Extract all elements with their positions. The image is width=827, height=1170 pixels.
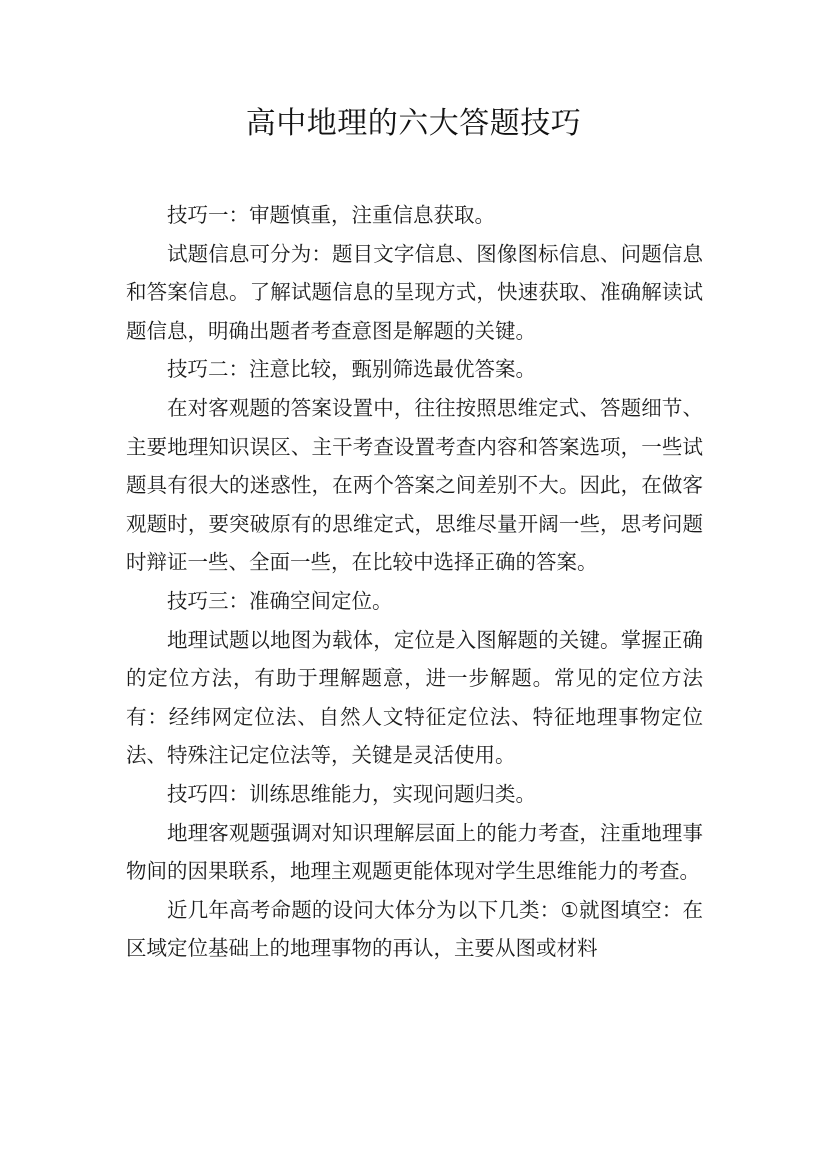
tip-2-text: 在对客观题的答案设置中，往往按照思维定式、答题细节、主要地理知识误区、主干考查设置考查内容和答案选项，一些试题具有很大的迷惑性，在两个答案之间差别不大。因此，在做客观题时，要突破原有的思维定式，思维尽量开阔一些，思考问题时辩证一些、全面一些，在比较中选择正确的答案。 bbox=[126, 395, 703, 575]
tip-3-heading: 技巧三：准确空间定位。 bbox=[167, 588, 393, 613]
tip-4-question-types: 近几年高考命题的设问大体分为以下几类：①就图填空：在区域定位基础上的地理事物的再认，主要从图或材料 bbox=[126, 897, 703, 961]
tip-1-heading: 技巧一：审题慎重，注重信息获取。 bbox=[167, 203, 495, 227]
tip-4-text: 地理客观题强调对知识理解层面上的能力考查，注重地理事物间的因果联系，地理主观题更能体现对学生思维能力的考查。 bbox=[126, 820, 703, 884]
tip-2-heading: 技巧二：注意比较，甄别筛选最优答案。 bbox=[167, 357, 536, 382]
document-title: 高中地理的六大答题技巧 bbox=[245, 106, 582, 141]
tip-3-text: 地理试题以地图为载体，定位是入图解题的关键。掌握正确的定位方法，有助于理解题意，进一步解题。常见的定位方法有：经纬网定位法、自然人文特征定位法、特征地理事物定位法、特殊注记定位法等，关键是灵活使用。 bbox=[126, 627, 703, 768]
tip-1-text: 试题信息可分为：题目文字信息、图像图标信息、问题信息和答案信息。了解试题信息的呈现方式，快速获取、准确解读试题信息，明确出题者考查意图是解题的关键。 bbox=[126, 241, 703, 343]
document-body bbox=[126, 196, 703, 968]
tip-4-heading: 技巧四：训练思维能力，实现问题归类。 bbox=[167, 781, 536, 806]
